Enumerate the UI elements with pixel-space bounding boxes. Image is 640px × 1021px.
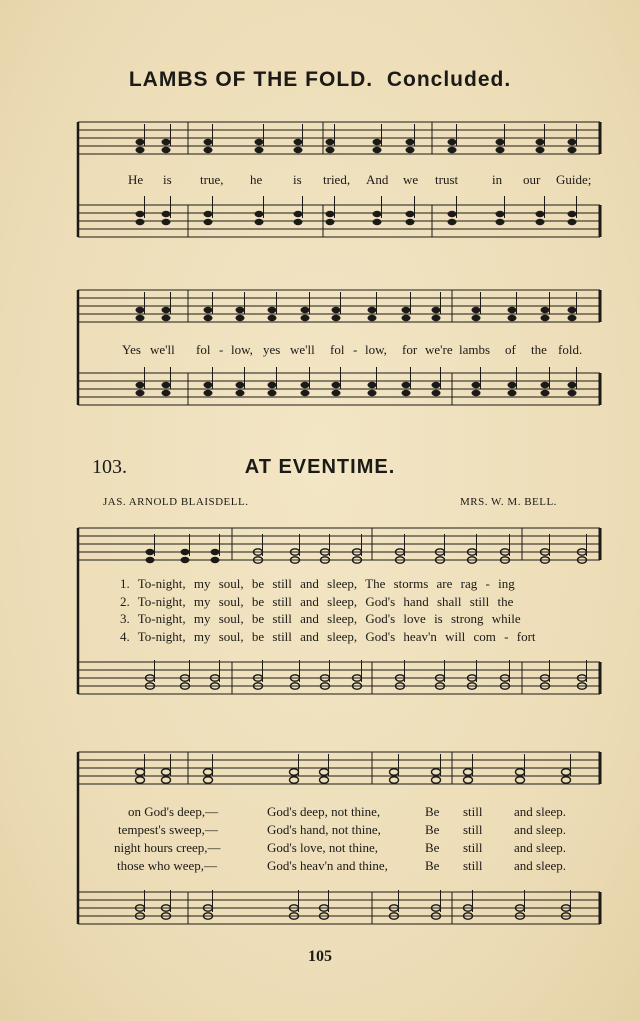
note-head (204, 219, 213, 225)
note-head (373, 139, 382, 145)
note-head (536, 219, 545, 225)
note-head (211, 557, 220, 563)
note-head (294, 211, 303, 217)
note-head (541, 390, 550, 396)
note-head (162, 307, 171, 313)
note-head (508, 307, 517, 313)
lyric-word: we'll (290, 342, 315, 357)
lyric-word: trust (435, 172, 459, 187)
lyric-word: lambs (459, 342, 491, 357)
note-head (204, 769, 213, 775)
note-head (204, 382, 213, 388)
note-head (255, 147, 264, 153)
note-head (568, 307, 577, 313)
verse-4-line-1: 4. To-night, my soul, be still and sleep, God's heav'n will com - fort (120, 629, 536, 644)
lyric-word: fol (330, 342, 345, 357)
verse-3-line-1: 3. To-night, my soul, be still and sleep, God's love is strong while (120, 611, 521, 626)
note-head (204, 147, 213, 153)
author-credit: JAS. ARNOLD BLAISDELL. (103, 496, 249, 508)
lyric-word: And (366, 172, 389, 187)
verse-text: and sleep. (514, 840, 566, 855)
note-head (268, 307, 277, 313)
note-head (472, 307, 481, 313)
lyric-word: He (128, 172, 144, 187)
note-head (448, 219, 457, 225)
note-head (236, 315, 245, 321)
note-head (496, 139, 505, 145)
note-head (301, 315, 310, 321)
note-head (268, 390, 277, 396)
verse-1-line-1: 1. To-night, my soul, be still and sleep, The storms are rag - ing (120, 576, 515, 591)
verse-text: God's deep, not thine, (267, 804, 381, 819)
note-head (508, 382, 517, 388)
note-head (136, 211, 145, 217)
lyric-word: Yes (122, 342, 141, 357)
note-head (294, 147, 303, 153)
verse-text: God's love, not thine, (267, 840, 379, 855)
note-head (326, 219, 335, 225)
note-head (181, 557, 190, 563)
note-head (146, 549, 155, 555)
lyric-word: we'll (150, 342, 175, 357)
note-head (204, 139, 213, 145)
verse-text: Be (425, 858, 440, 873)
note-head (236, 390, 245, 396)
note-head (162, 139, 171, 145)
lyric-word: tried, (323, 172, 351, 187)
lyric-word: fold. (558, 342, 583, 357)
hymn-title-lambs-of-the-fold: LAMBS OF THE FOLD. Concluded. (128, 68, 512, 91)
note-head (162, 315, 171, 321)
lyric-word: fol (196, 342, 211, 357)
note-head (536, 147, 545, 153)
note-head (268, 382, 277, 388)
verse-text: on God's deep,— (128, 804, 219, 819)
note-head (204, 390, 213, 396)
note-head (516, 769, 525, 775)
verse-text: still (463, 840, 483, 855)
note-head (320, 777, 329, 783)
verse-text: still (463, 804, 483, 819)
lyric-word: low, (231, 342, 253, 357)
note-head (368, 315, 377, 321)
note-head (204, 315, 213, 321)
note-head (136, 307, 145, 313)
note-head (332, 315, 341, 321)
note-head (402, 382, 411, 388)
note-head (204, 211, 213, 217)
lyric-word: of (505, 342, 516, 357)
note-head (406, 219, 415, 225)
note-head (136, 769, 145, 775)
note-head (162, 390, 171, 396)
note-head (406, 211, 415, 217)
composer-credit: MRS. W. M. BELL. (460, 496, 557, 508)
note-head (448, 211, 457, 217)
note-head (562, 777, 571, 783)
note-head (508, 390, 517, 396)
note-head (136, 219, 145, 225)
lyric-word: for (402, 342, 418, 357)
note-head (332, 382, 341, 388)
note-head (162, 777, 171, 783)
note-head (432, 390, 441, 396)
note-head (162, 769, 171, 775)
lyric-word: is (293, 172, 302, 187)
note-head (162, 382, 171, 388)
verse-text: still (463, 822, 483, 837)
note-head (508, 315, 517, 321)
note-head (568, 219, 577, 225)
lyric-word: is (163, 172, 172, 187)
note-head (432, 777, 441, 783)
note-head (204, 777, 213, 783)
note-head (496, 219, 505, 225)
lyric-word: he (250, 172, 263, 187)
page-number: 105 (308, 948, 332, 965)
verse-text: and sleep. (514, 804, 566, 819)
note-head (448, 139, 457, 145)
note-head (568, 315, 577, 321)
note-head (332, 390, 341, 396)
note-head (568, 211, 577, 217)
note-head (496, 147, 505, 153)
note-head (472, 382, 481, 388)
verse-text: Be (425, 840, 440, 855)
note-head (472, 390, 481, 396)
note-head (464, 769, 473, 775)
note-head (136, 315, 145, 321)
note-head (541, 382, 550, 388)
note-head (541, 315, 550, 321)
note-head (368, 307, 377, 313)
note-head (301, 307, 310, 313)
note-head (568, 382, 577, 388)
note-head (162, 219, 171, 225)
hymn-title-at-eventime: AT EVENTIME. (244, 456, 396, 478)
note-head (464, 777, 473, 783)
note-head (294, 139, 303, 145)
note-head (568, 390, 577, 396)
note-head (406, 147, 415, 153)
note-head (255, 139, 264, 145)
note-head (472, 315, 481, 321)
lyric-word: - (219, 342, 224, 357)
note-head (368, 382, 377, 388)
verse-2-line-1: 2. To-night, my soul, be still and sleep, God's hand shall still the (120, 594, 514, 609)
lyric-word: the (531, 342, 547, 357)
note-head (326, 139, 335, 145)
hymn-number: 103. (92, 456, 127, 478)
note-head (136, 147, 145, 153)
lyric-word: we (403, 172, 419, 187)
note-head (390, 769, 399, 775)
note-head (268, 315, 277, 321)
note-head (516, 777, 525, 783)
note-head (562, 769, 571, 775)
note-head (496, 211, 505, 217)
verse-text: night hours creep,— (114, 840, 221, 855)
note-head (136, 139, 145, 145)
note-head (255, 219, 264, 225)
note-head (432, 382, 441, 388)
note-head (373, 219, 382, 225)
note-head (373, 147, 382, 153)
note-head (236, 307, 245, 313)
note-head (301, 382, 310, 388)
note-head (406, 139, 415, 145)
note-head (326, 211, 335, 217)
verse-text: still (463, 858, 483, 873)
lyric-word: in (492, 172, 503, 187)
note-head (402, 390, 411, 396)
note-head (568, 147, 577, 153)
note-head (255, 211, 264, 217)
note-head (368, 390, 377, 396)
lyric-word: our (523, 172, 541, 187)
note-head (448, 147, 457, 153)
note-head (236, 382, 245, 388)
note-head (294, 219, 303, 225)
verse-text: those who weep,— (117, 858, 218, 873)
note-head (326, 147, 335, 153)
lyric-word: low, (365, 342, 387, 357)
note-head (568, 139, 577, 145)
note-head (432, 307, 441, 313)
note-head (432, 769, 441, 775)
lyric-word: - (353, 342, 358, 357)
note-head (136, 777, 145, 783)
lyric-word: we're (425, 342, 453, 357)
note-head (162, 147, 171, 153)
note-head (432, 315, 441, 321)
verse-text: Be (425, 804, 440, 819)
note-head (402, 307, 411, 313)
note-head (301, 390, 310, 396)
note-head (136, 382, 145, 388)
lyric-word: Guide; (556, 172, 592, 187)
note-head (290, 769, 299, 775)
note-head (204, 307, 213, 313)
note-head (373, 211, 382, 217)
note-head (536, 139, 545, 145)
verse-text: tempest's sweep,— (118, 822, 218, 837)
note-head (402, 315, 411, 321)
note-head (290, 777, 299, 783)
note-head (136, 390, 145, 396)
verse-text: and sleep. (514, 858, 566, 873)
note-head (390, 777, 399, 783)
note-head (320, 769, 329, 775)
verse-text: God's heav'n and thine, (267, 858, 388, 873)
verse-text: God's hand, not thine, (267, 822, 381, 837)
note-head (146, 557, 155, 563)
note-head (332, 307, 341, 313)
note-head (541, 307, 550, 313)
note-head (181, 549, 190, 555)
lyric-word: yes (263, 342, 281, 357)
note-head (211, 549, 220, 555)
lyric-word: true, (200, 172, 224, 187)
note-head (536, 211, 545, 217)
verse-text: Be (425, 822, 440, 837)
verse-text: and sleep. (514, 822, 566, 837)
note-head (162, 211, 171, 217)
